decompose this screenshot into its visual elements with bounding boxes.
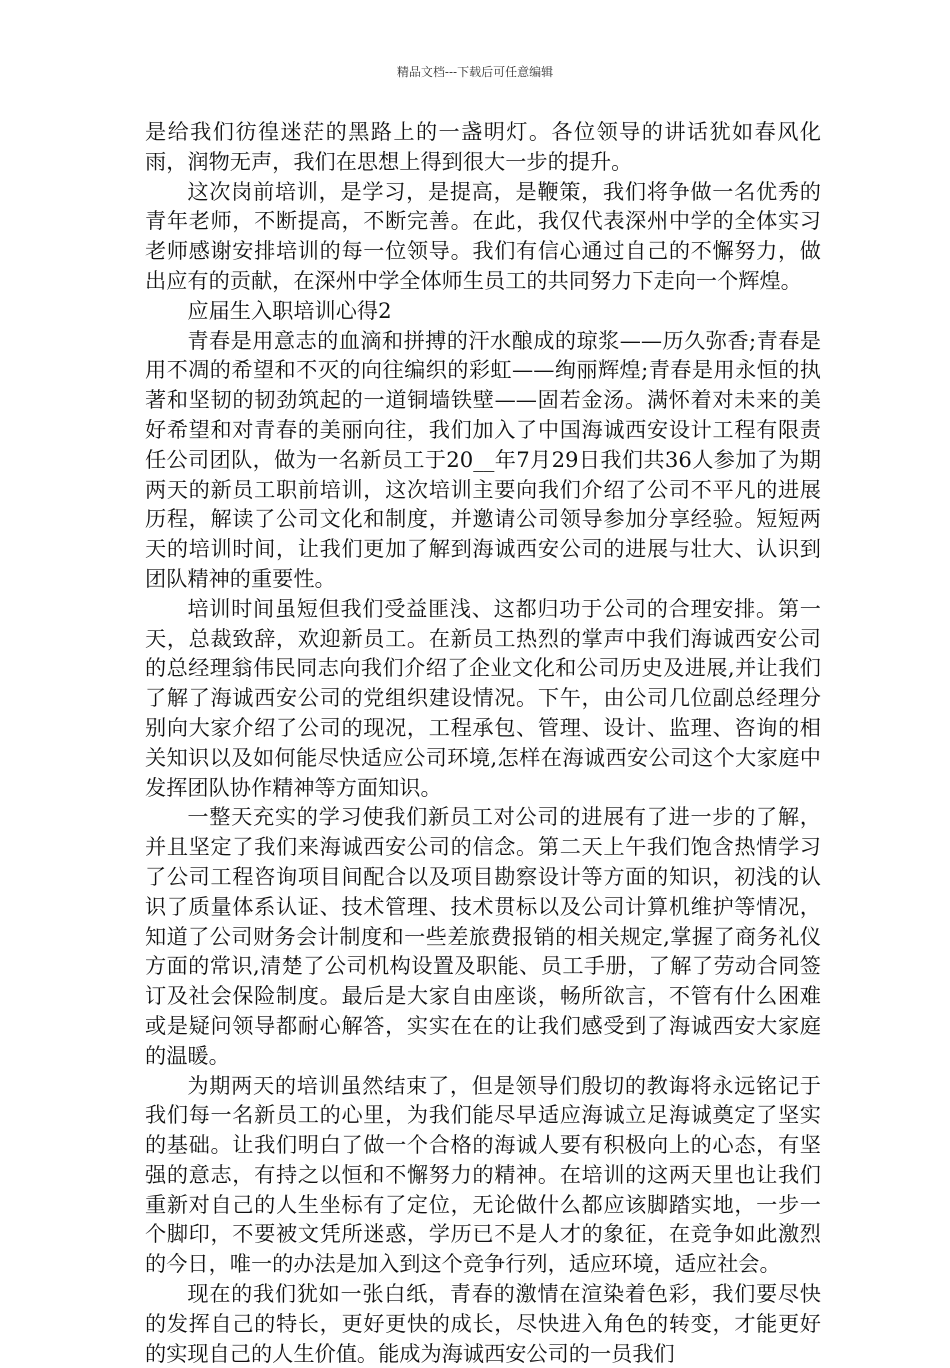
paragraph-5: 一整天充实的学习使我们新员工对公司的进展有了进一步的了解，并且坚定了我们来海诚西安公司的信念。第二天上午我们饱含热情学习了公司工程咨询项目间配合以及项目勘察设计等方面的知识，初浅的认识了质量体系认证、技术管理、技术贯标以及公司计算机维护等情况，知道了公司财务会计制度和一些差旅费报销的相关规定,掌握了商务礼仪方面的常识,清楚了公司机构设置及职能、员工手册，了解了劳动合同签订及社会保险制度。最后是大家自由座谈，畅所欲言，不管有什么困难或是疑问领导都耐心解答，实实在在的让我们感受到了海诚西安大家庭的温暖。 <box>145 804 821 1068</box>
paragraph-6: 为期两天的培训虽然结束了，但是领导们殷切的教诲将永远铭记于我们每一名新员工的心里，为我们能尽早适应海诚立足海诚奠定了坚实的基础。让我们明白了做一个合格的海诚人要有积极向上的心态，有坚强的意志，有持之以恒和不懈努力的精神。在培训的这两天里也让我们重新对自己的人生坐标有了定位，无论做什么都应该脚踏实地，一步一个脚印，不要被文凭所迷惑，学历已不是人才的象征，在竞争如此激烈的今日，唯一的办法是加入到这个竞争行列，适应环境，适应社会。 <box>145 1072 821 1277</box>
paragraph-2: 这次岗前培训，是学习，是提高，是鞭策，我们将争做一名优秀的青年老师，不断提高，不断完善。在此，我仅代表深州中学的全体实习老师感谢安排培训的每一位领导。我们有信心通过自己的不懈努力，做出应有的贡献，在深州中学全体师生员工的共同努力下走向一个辉煌。 <box>145 178 821 293</box>
section-heading: 应届生入职培训心得2 <box>187 297 392 323</box>
page-header: 精品文档---下载后可任意编辑 <box>396 65 554 79</box>
paragraph-7: 现在的我们犹如一张白纸，青春的激情在渲染着色彩，我们要尽快的发挥自己的特长，更好更快的成长，尽快进入角色的转变，才能更好的实现自己的人生价值。能成为海诚西安公司的一员我们 <box>145 1281 821 1366</box>
document-body <box>145 117 821 1368</box>
paragraph-4: 培训时间虽短但我们受益匪浅、这都归功于公司的合理安排。第一天，总裁致辞，欢迎新员工。在新员工热烈的掌声中我们海诚西安公司的总经理翁伟民同志向我们介绍了企业文化和公司历史及进展,并让我们了解了海诚西安公司的党组织建设情况。下午，由公司几位副总经理分别向大家介绍了公司的现况，工程承包、管理、设计、监理、咨询的相关知识以及如何能尽快适应公司环境,怎样在海诚西安公司这个大家庭中发挥团队协作精神等方面知识。 <box>145 595 821 800</box>
paragraph-3: 青春是用意志的血滴和拼搏的汗水酿成的琼浆——历久弥香;青春是用不凋的希望和不灭的向往编织的彩虹——绚丽辉煌;青春是用永恒的执著和坚韧的韧劲筑起的一道铜墙铁壁——固若金汤。满怀着对未来的美好希望和对青春的美丽向往，我们加入了中国海诚西安设计工程有限责任公司团队，做为一名新员工于20__年7月29日我们共36人参加了为期两天的新员工职前培训，这次培训主要向我们介绍了公司不平凡的进展历程，解读了公司文化和制度，并邀请公司领导参加分享经验。短短两天的培训时间，让我们更加了解到海诚西安公司的进展与壮大、认识到团队精神的重要性。 <box>145 327 821 591</box>
paragraph-1: 是给我们彷徨迷茫的黑路上的一盏明灯。各位领导的讲话犹如春风化雨，润物无声，我们在思想上得到很大一步的提升。 <box>145 119 821 174</box>
